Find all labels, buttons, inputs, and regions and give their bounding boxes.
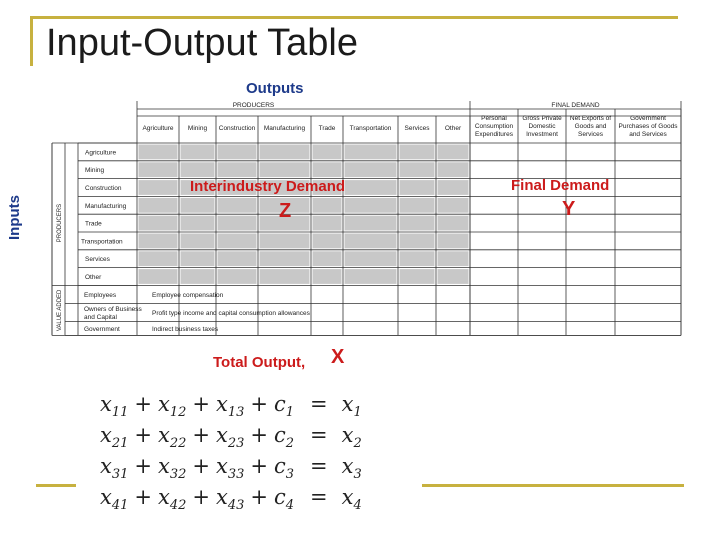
equation-term: $x_{31}$ [100,454,129,483]
equation-row [100,454,400,485]
interindustry-cell [345,180,397,195]
plus-sign: + [134,485,152,509]
interindustry-cell [345,251,397,266]
interindustry-cell [400,234,435,249]
equation-term: $x_1$ [341,392,362,421]
interindustry-cell [181,145,215,160]
equation-term: $x_4$ [341,485,362,514]
interindustry-cell [400,216,435,231]
plus-sign: + [134,454,152,478]
interindustry-cell [345,145,397,160]
interindustry-cell [139,162,178,177]
equation-term: $c_3$ [274,454,295,483]
final-demand-header: FINAL DEMAND [551,102,600,109]
interindustry-cell [139,216,178,231]
value-added-row-label: Owners of Business [84,305,142,313]
interindustry-cell [218,251,257,266]
outputs-label: Outputs [246,80,304,97]
final-demand-column-header: and Services [629,131,667,138]
row-header-mining: Mining [85,167,105,175]
plus-sign: + [250,485,268,509]
equals-sign: = [310,423,328,447]
value-added-description: Profit type income and capital consumption allowances [152,309,310,317]
interindustry-cell [438,234,469,249]
equation-row [100,423,400,454]
row-header-manufacturing: Manufacturing [85,202,127,210]
interindustry-cell [181,162,215,177]
plus-sign: + [250,392,268,416]
interindustry-cell [313,145,342,160]
row-header-agriculture: Agriculture [85,149,117,157]
interindustry-cell [345,216,397,231]
interindustry-cell [218,145,257,160]
plus-sign: + [192,423,210,447]
value-added-side-label: VALUE ADDED [57,289,63,332]
producers-side-label: PRODUCERS [57,203,63,243]
final-demand-column-header: Consumption [474,123,514,130]
interindustry-cell [438,216,469,231]
bottom-accent-rule-left [36,484,76,487]
plus-sign: + [134,392,152,416]
final-demand-column-header: Personal [481,115,507,122]
interindustry-cell [181,198,215,213]
interindustry-cell [218,234,257,249]
plus-sign: + [192,485,210,509]
equation-term: $x_{23}$ [216,423,245,452]
interindustry-cell [438,180,469,195]
column-header-transportation: Transportation [349,125,392,132]
inputs-label: Inputs [6,195,23,240]
interindustry-cell [139,251,178,266]
interindustry-cell [260,251,310,266]
interindustry-cell [260,269,310,284]
final-demand-label: Final Demand [511,177,610,194]
interindustry-cell [181,216,215,231]
column-header-agriculture: Agriculture [142,125,174,132]
equation-term: $x_{41}$ [100,485,129,514]
equation-term: $x_2$ [341,423,362,452]
interindustry-cell [345,269,397,284]
equation-term: $x_{33}$ [216,454,245,483]
final-demand-column-header: Gross Private [522,115,562,122]
interindustry-cell [400,162,435,177]
interindustry-cell [181,251,215,266]
total-output-label: Total Output, [213,354,306,371]
final-demand-column-header: Net Exports of [569,115,612,122]
interindustry-cell [313,251,342,266]
column-header-manufacturing: Manufacturing [263,125,306,132]
equation-row [100,392,400,423]
plus-sign: + [192,454,210,478]
bottom-accent-rule-right [422,484,684,487]
interindustry-cell [139,234,178,249]
interindustry-cell [139,145,178,160]
interindustry-cell [260,234,310,249]
column-header-mining: Mining [187,125,208,132]
slide-title: Input-Output Table [46,22,358,64]
equation-term: $x_{12}$ [158,392,187,421]
equation-term: $x_{11}$ [100,392,129,421]
interindustry-cell [218,198,257,213]
row-header-other: Other [85,274,102,281]
plus-sign: + [250,423,268,447]
interindustry-cell [438,269,469,284]
value-added-row-label: and Capital [84,313,117,321]
interindustry-cell [218,216,257,231]
interindustry-cell [181,269,215,284]
final-demand-column-header: Purchases of Goods [618,123,678,130]
equals-sign: = [310,485,328,509]
equation-term: $x_{32}$ [158,454,187,483]
column-header-services: Services [404,125,430,132]
equation-term: $x_3$ [341,454,362,483]
final-demand-column-header: Goods and [574,123,607,130]
equation-term: $c_1$ [274,392,295,421]
interindustry-cell [260,162,310,177]
row-header-trade: Trade [85,220,102,228]
interindustry-cell [313,269,342,284]
interindustry-cell [345,198,397,213]
interindustry-cell [139,198,178,213]
interindustry-cell [400,251,435,266]
interindustry-cell [400,180,435,195]
z-symbol: Z [279,200,292,222]
equals-sign: = [310,392,328,416]
interindustry-cell [313,162,342,177]
final-demand-column-header: Domestic [528,123,556,130]
final-demand-column-header: Investment [526,131,558,138]
column-header-trade: Trade [318,125,336,132]
interindustry-cell [218,269,257,284]
interindustry-cell [313,234,342,249]
plus-sign: + [250,454,268,478]
plus-sign: + [192,392,210,416]
final-demand-column-header: Services [578,131,603,138]
column-header-construction: Construction [218,125,256,132]
equation-term: $x_{21}$ [100,423,129,452]
balance-equations [100,392,400,516]
interindustry-cell [181,234,215,249]
value-added-row-label: Employees [84,291,117,299]
equation-term: $x_{43}$ [216,485,245,514]
equation-term: $x_{13}$ [216,392,245,421]
interindustry-cell [438,251,469,266]
interindustry-cell [345,234,397,249]
y-symbol: Y [562,198,576,220]
interindustry-cell [400,198,435,213]
value-added-row-label: Government [84,325,120,333]
interindustry-cell [139,180,178,195]
interindustry-cell [313,198,342,213]
row-header-services: Services [85,256,110,264]
interindustry-cell [438,145,469,160]
final-demand-column-header: Expenditures [475,131,513,138]
interindustry-cell [313,216,342,231]
value-added-description: Employee compensation [152,291,224,299]
x-symbol: X [331,346,345,368]
final-demand-column-header: Government [630,115,666,122]
row-header-transportation: Transportation [81,238,123,246]
interindustry-demand-label: Interindustry Demand [190,178,346,195]
column-header-other: Other [444,125,462,132]
equation-row [100,485,400,516]
interindustry-cell [218,162,257,177]
row-header-construction: Construction [85,185,122,192]
interindustry-cell [400,269,435,284]
equation-term: $c_4$ [274,485,295,514]
equation-term: $x_{22}$ [158,423,187,452]
interindustry-cell [260,145,310,160]
producers-header: PRODUCERS [232,102,275,109]
interindustry-cell [345,162,397,177]
interindustry-cell [139,269,178,284]
interindustry-cell [438,198,469,213]
equation-term: $c_2$ [274,423,295,452]
equation-term: $x_{42}$ [158,485,187,514]
interindustry-cell [438,162,469,177]
equals-sign: = [310,454,328,478]
plus-sign: + [134,423,152,447]
interindustry-cell [400,145,435,160]
value-added-description: Indirect business taxes [152,325,219,333]
